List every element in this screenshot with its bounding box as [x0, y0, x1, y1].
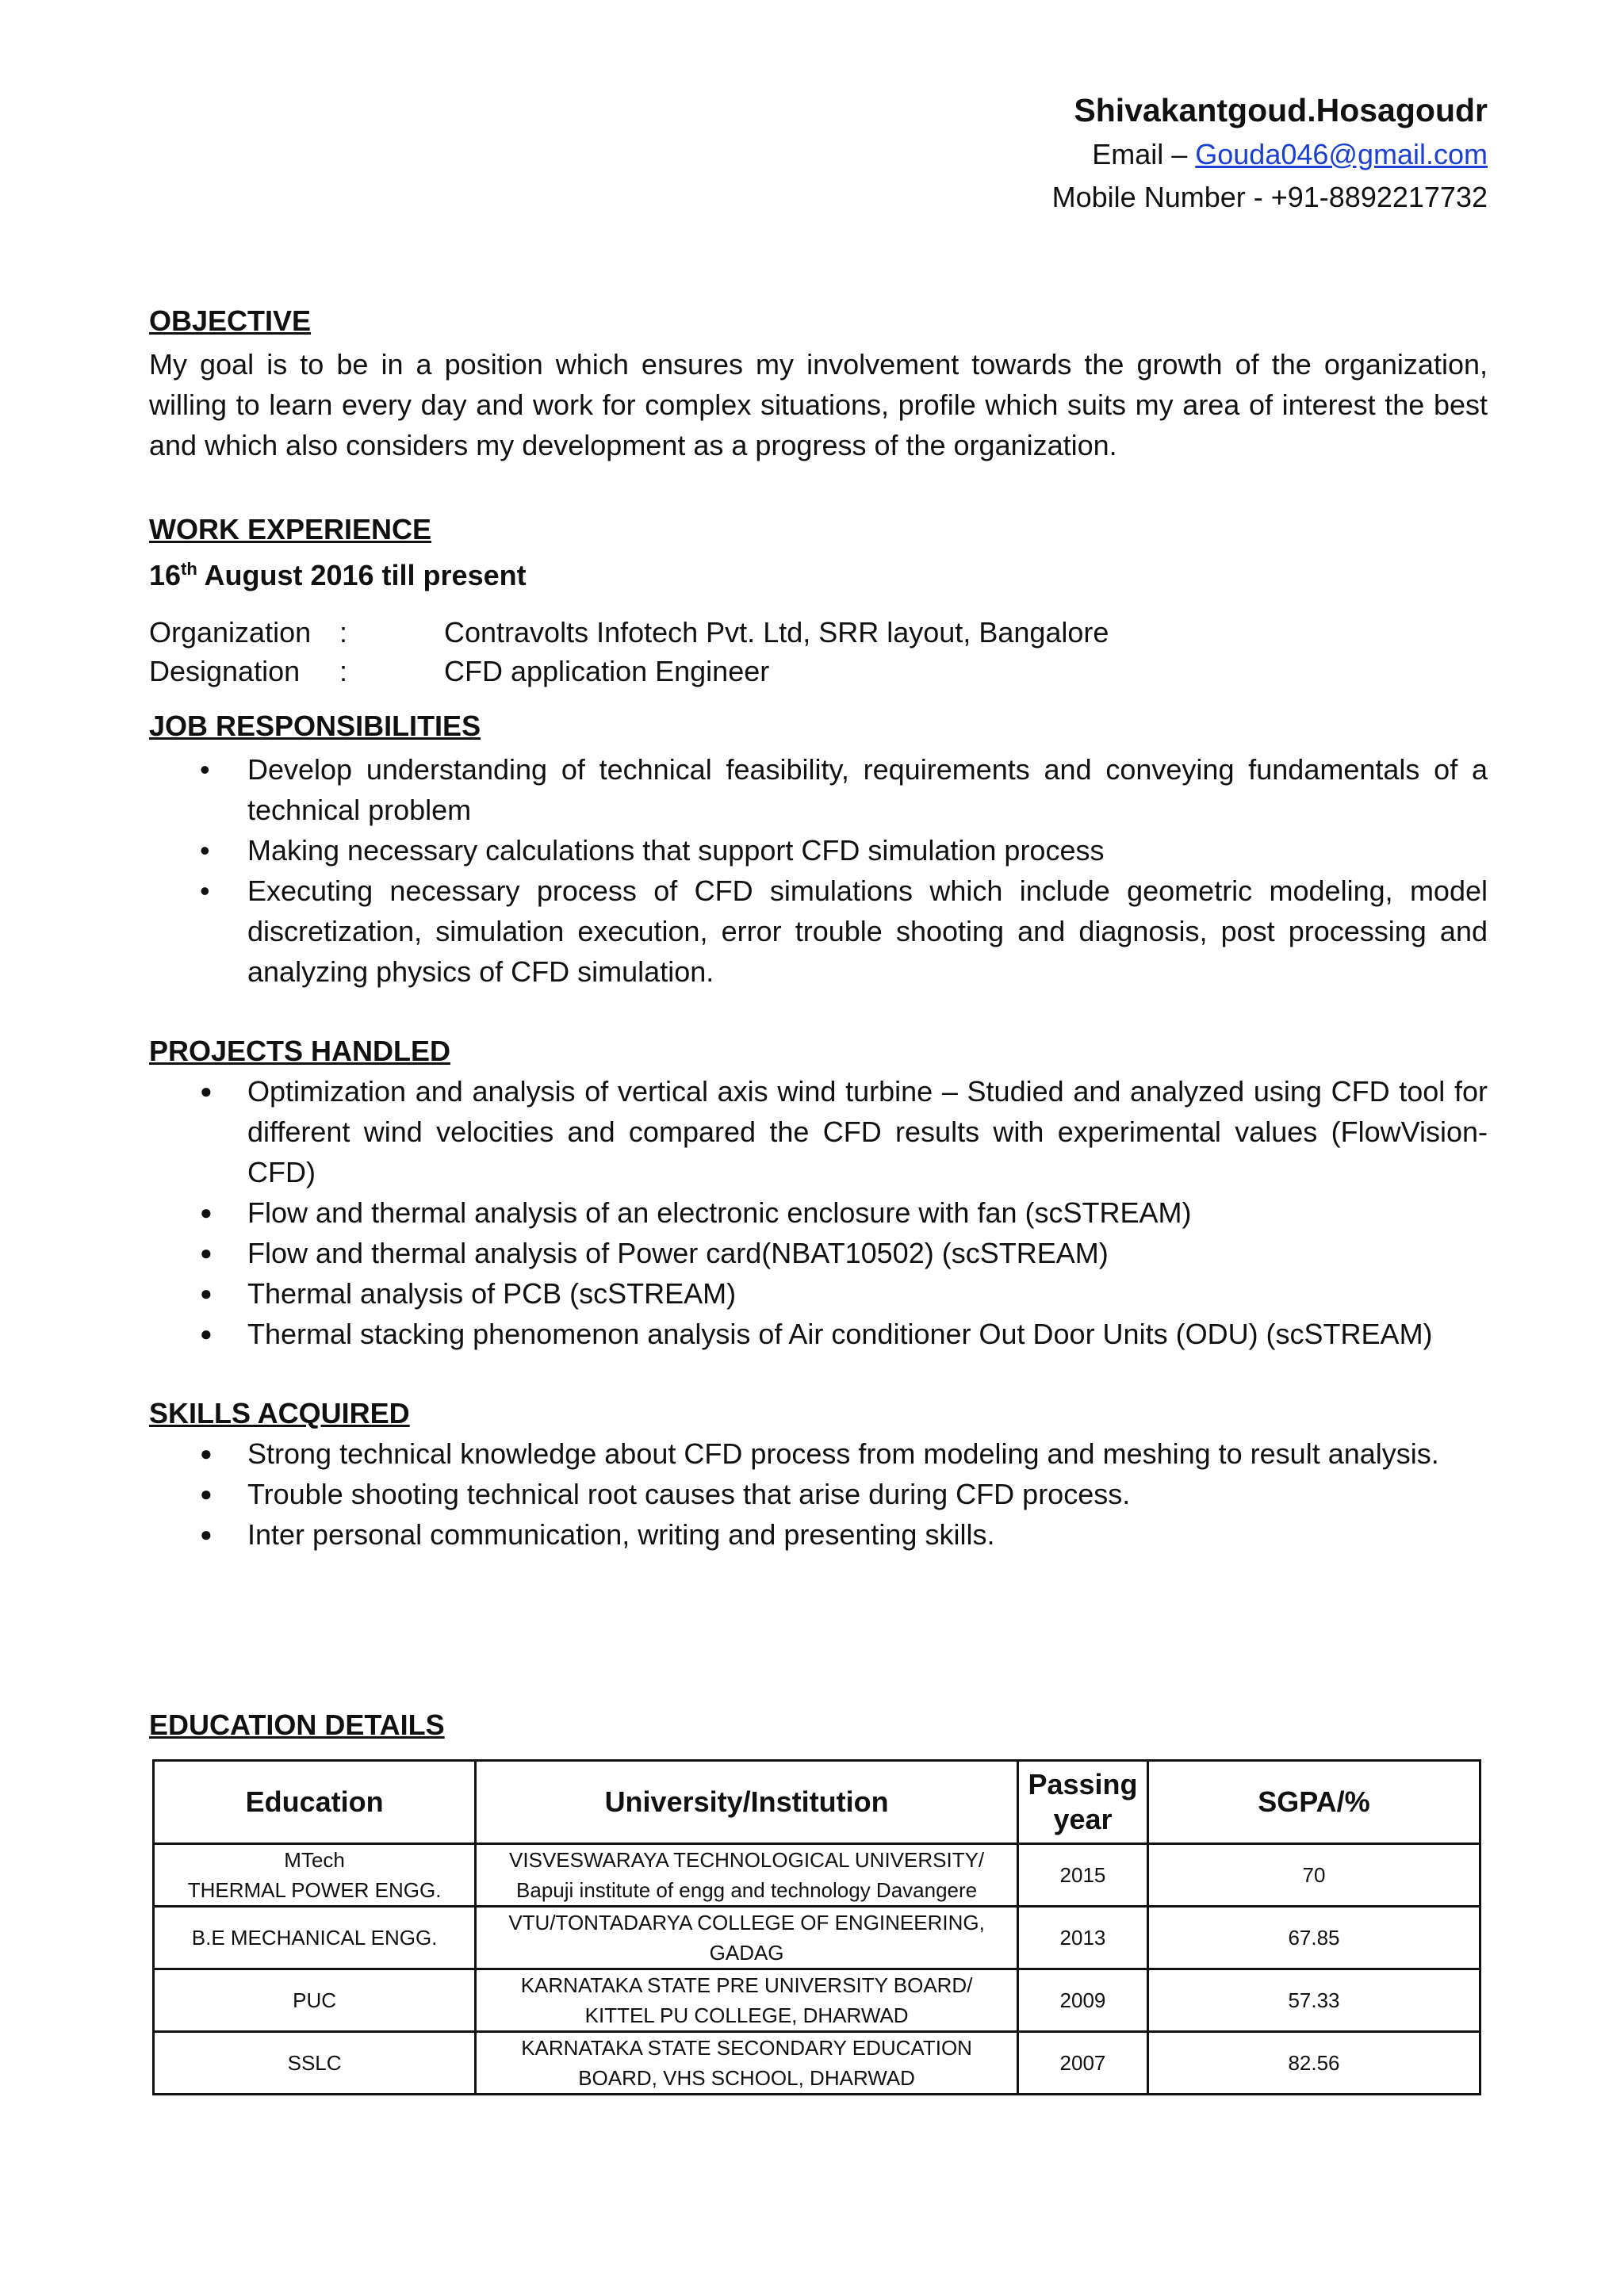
- candidate-name: Shivakantgoud.Hosagoudr: [1074, 92, 1488, 128]
- designation-colon: :: [339, 655, 348, 687]
- job-responsibilities-title: JOB RESPONSIBILITIES: [149, 710, 481, 742]
- designation-row: [149, 652, 1488, 691]
- work-details: [149, 613, 1488, 691]
- list-item: • Executing necessary process of CFD simulations which include geometric modeling, model discretization, simulation execution, error trouble shooting and diagnosis, post processing and analyzing physics of CFD simulation.: [149, 871, 1488, 992]
- header-education: Education: [154, 1761, 476, 1844]
- list-item: ● Trouble shooting technical root causes that arise during CFD process.: [149, 1474, 1488, 1514]
- education-line: THERMAL POWER ENGG.: [187, 1878, 442, 1902]
- table-row: [154, 1844, 1480, 1907]
- objective-title: OBJECTIVE: [149, 304, 312, 337]
- institution-line: BOARD, VHS SCHOOL, DHARWAD: [578, 2066, 915, 2090]
- institution-cell: [476, 1844, 1018, 1907]
- mobile-number: Mobile Number - +91-8892217732: [1051, 181, 1488, 213]
- list-item: ● Flow and thermal analysis of Power card(NBAT10502) (scSTREAM): [149, 1233, 1488, 1273]
- table-row: [154, 1969, 1480, 2032]
- work-experience-title: WORK EXPERIENCE: [149, 513, 432, 545]
- institution-line: KARNATAKA STATE PRE UNIVERSITY BOARD/: [520, 1973, 973, 1997]
- work-experience-section: [149, 510, 1488, 691]
- header-institution: University/Institution: [476, 1761, 1018, 1844]
- organization-value: Contravolts Infotech Pvt. Ltd, SRR layout, Bangalore: [444, 616, 1109, 649]
- work-date-rest: August 2016 till present: [197, 559, 527, 591]
- projects-title: PROJECTS HANDLED: [149, 1035, 451, 1067]
- email-label: Email –: [1092, 138, 1196, 170]
- projects-list: [149, 1071, 1488, 1354]
- objective-section: [149, 301, 1488, 465]
- table-row: [154, 2032, 1480, 2095]
- institution-line: GADAG: [709, 1941, 784, 1965]
- year-cell: 2007: [1018, 2032, 1148, 2095]
- resume-header: [149, 87, 1488, 219]
- list-item: ● Flow and thermal analysis of an electronic enclosure with fan (scSTREAM): [149, 1192, 1488, 1233]
- score-cell: 67.85: [1147, 1907, 1480, 1969]
- education-line: SSLC: [287, 2051, 342, 2075]
- work-date: [149, 554, 1488, 597]
- institution-line: KARNATAKA STATE SECONDARY EDUCATION: [521, 2036, 972, 2060]
- skills-title: SKILLS ACQUIRED: [149, 1397, 410, 1429]
- education-table: [152, 1759, 1481, 2095]
- score-cell: 70: [1147, 1844, 1480, 1907]
- institution-cell: [476, 1969, 1018, 2032]
- header-passing-year: Passing year: [1018, 1761, 1148, 1844]
- work-date-suffix: th: [181, 559, 197, 579]
- organization-label: Organization: [149, 616, 312, 649]
- year-cell: 2009: [1018, 1969, 1148, 2032]
- institution-line: VISVESWARAYA TECHNOLOGICAL UNIVERSITY/: [509, 1848, 985, 1872]
- job-responsibilities-section: [149, 706, 1488, 992]
- table-header-row: [154, 1761, 1480, 1844]
- education-line: PUC: [293, 1988, 337, 2012]
- year-cell: 2013: [1018, 1907, 1148, 1969]
- list-item: ● Thermal stacking phenomenon analysis of Air conditioner Out Door Units (ODU) (scSTREAM): [149, 1314, 1488, 1354]
- education-line: B.E MECHANICAL ENGG.: [191, 1926, 438, 1950]
- education-cell: [154, 1969, 476, 2032]
- score-cell: 82.56: [1147, 2032, 1480, 2095]
- projects-section: [149, 1031, 1488, 1354]
- education-section: [149, 1705, 1488, 2095]
- organization-row: [149, 613, 1488, 652]
- list-item: ● Strong technical knowledge about CFD process from modeling and meshing to result analysis.: [149, 1433, 1488, 1474]
- institution-cell: [476, 1907, 1018, 1969]
- email-line: [149, 133, 1488, 176]
- job-responsibilities-list: [149, 749, 1488, 992]
- institution-line: VTU/TONTADARYA COLLEGE OF ENGINEERING,: [508, 1911, 985, 1934]
- education-line: MTech: [284, 1848, 345, 1872]
- list-item: • Making necessary calculations that support CFD simulation process: [149, 830, 1488, 871]
- skills-list: [149, 1433, 1488, 1555]
- score-cell: 57.33: [1147, 1969, 1480, 2032]
- education-cell: [154, 1907, 476, 1969]
- list-item: • Develop understanding of technical feasibility, requirements and conveying fundamentals of a technical problem: [149, 749, 1488, 830]
- list-item: ● Optimization and analysis of vertical axis wind turbine – Studied and analyzed using CFD tool for different wind velocities and compared the CFD results with experimental values (FlowVision-CFD): [149, 1071, 1488, 1192]
- education-cell: [154, 2032, 476, 2095]
- skills-section: [149, 1394, 1488, 1555]
- education-cell: [154, 1844, 476, 1907]
- institution-line: KITTEL PU COLLEGE, DHARWAD: [584, 2003, 909, 2027]
- header-score: SGPA/%: [1147, 1761, 1480, 1844]
- institution-cell: [476, 2032, 1018, 2095]
- organization-colon: :: [339, 616, 348, 649]
- resume-page: [149, 87, 1488, 2095]
- institution-line: Bapuji institute of engg and technology Davangere: [516, 1878, 978, 1902]
- email-link[interactable]: Gouda046@gmail.com: [1195, 138, 1488, 170]
- designation-value: CFD application Engineer: [444, 655, 770, 687]
- education-title: EDUCATION DETAILS: [149, 1709, 445, 1741]
- year-cell: 2015: [1018, 1844, 1148, 1907]
- list-item: ● Thermal analysis of PCB (scSTREAM): [149, 1273, 1488, 1314]
- objective-text: My goal is to be in a position which ensures my involvement towards the growth of the organization, willing to learn every day and work for complex situations, profile which suits my area of interest the best and which also considers my development as a progress of the organization.: [149, 348, 1488, 461]
- list-item: ● Inter personal communication, writing and presenting skills.: [149, 1514, 1488, 1555]
- table-row: [154, 1907, 1480, 1969]
- designation-label: Designation: [149, 655, 301, 687]
- work-date-day: 16: [149, 559, 182, 591]
